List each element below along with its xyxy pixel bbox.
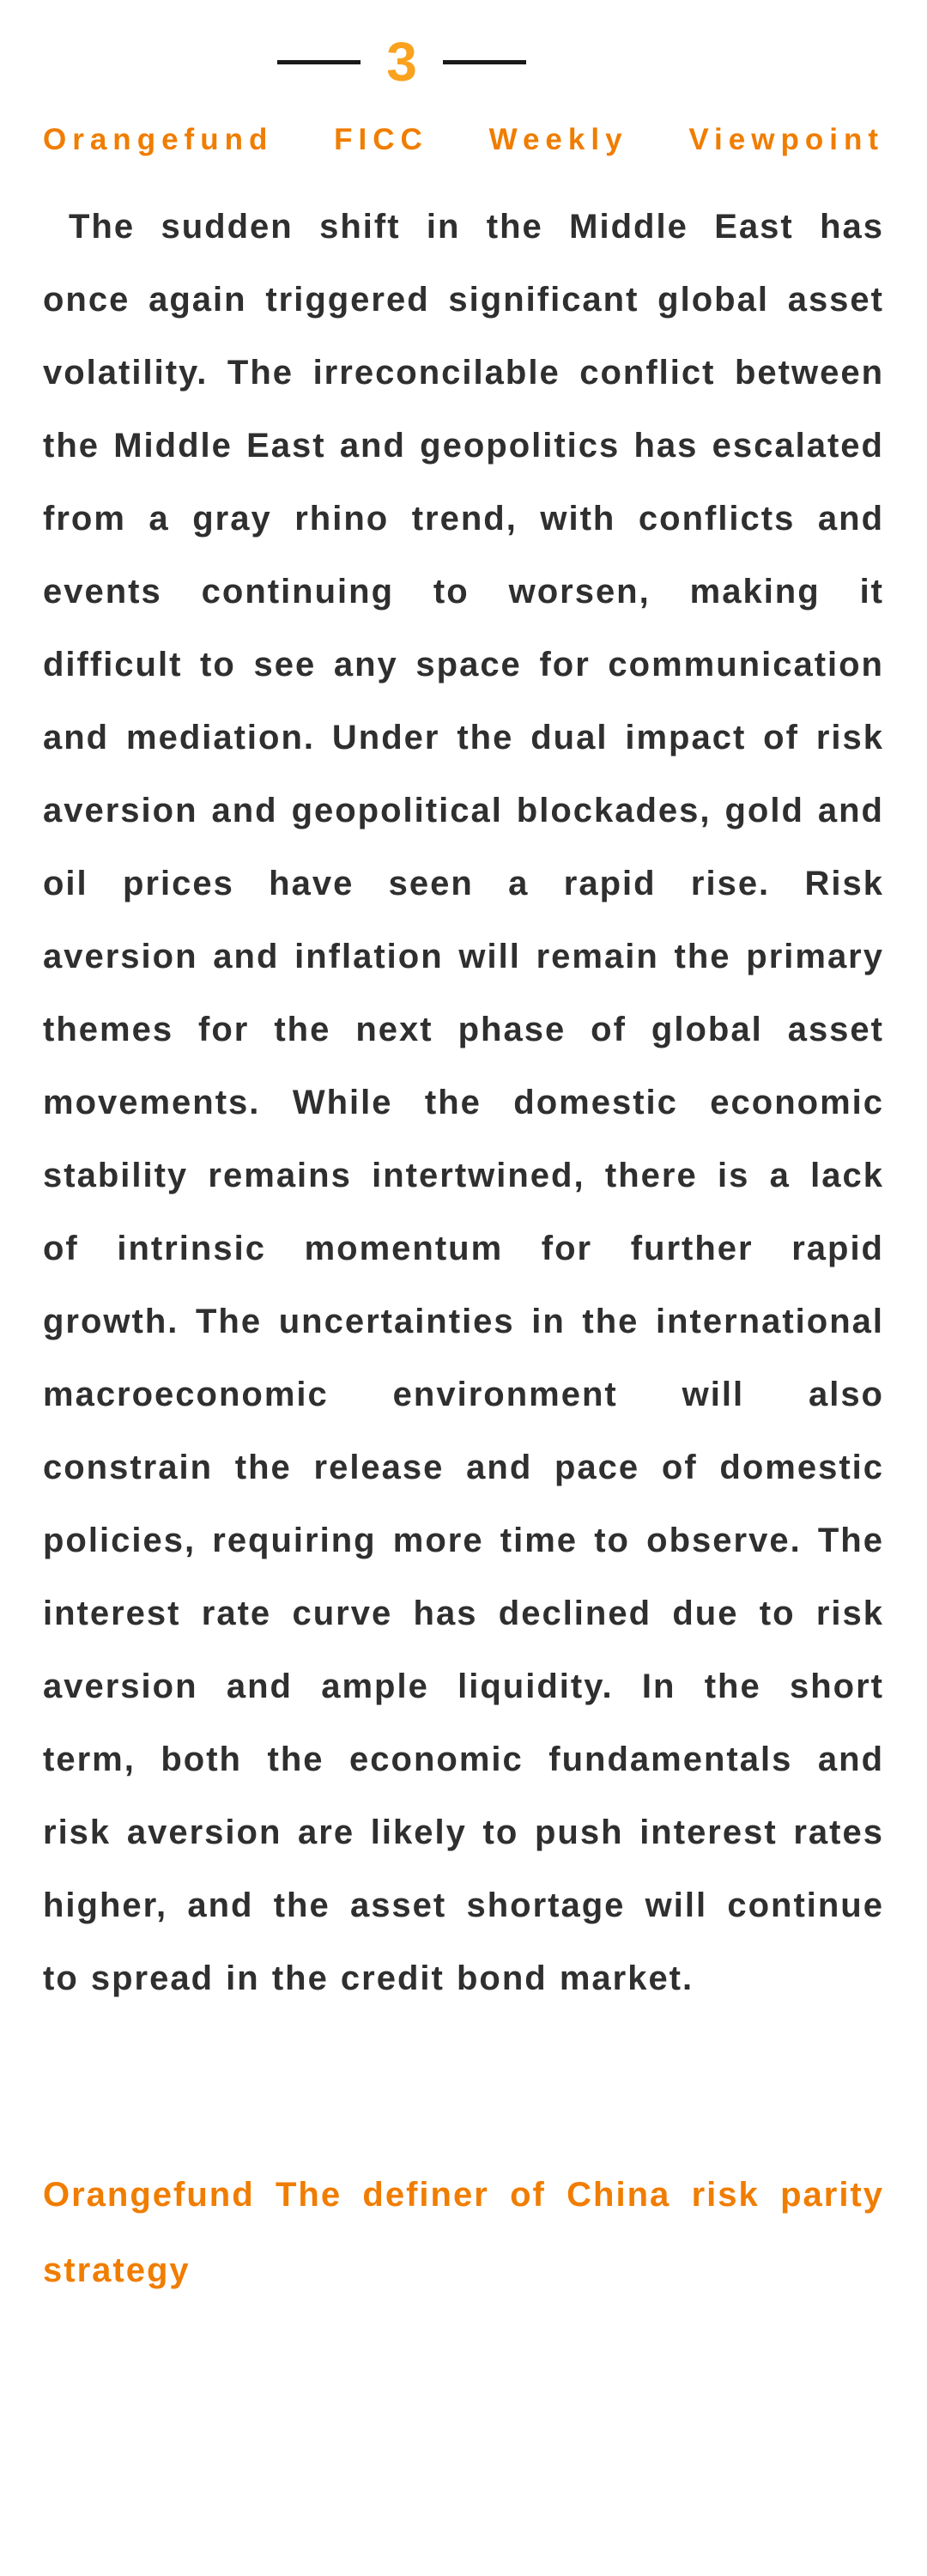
header-rule-left bbox=[277, 60, 360, 64]
article-paragraph: The sudden shift in the Middle East has once again triggered significant global asset volatility. The irreconcilable conflict between the Middle East and geopolitics has escalated from a gray rhino trend, with conflicts and events continuing to worsen, making it difficult to see any space for communication and mediation. Under the dual impact of risk aversion and geopolitical blockades, gold and oil prices have seen a rapid rise. Risk aversion and inflation will remain the primary themes for the next phase of global asset movements. While the domestic economic stability remains intertwined, there is a lack of intrinsic momentum for further rapid growth. The uncertainties in the international macroeconomic environment will also constrain the release and pace of domestic policies, requiring more time to observe. The interest rate curve has declined due to risk aversion and ample liquidity. In the short term, both the economic fundamentals and risk aversion are likely to push interest rates higher, and the asset shortage will continue to spread in the credit bond market. bbox=[43, 208, 884, 1997]
page-title: Orangefund FICC Weekly Viewpoint bbox=[43, 123, 884, 156]
header-rule-right bbox=[443, 60, 526, 64]
footer-tagline: Orangefund The definer of China risk parity strategy bbox=[43, 2176, 884, 2289]
page-number-header bbox=[0, 31, 865, 93]
page-number: 3 bbox=[386, 31, 417, 93]
